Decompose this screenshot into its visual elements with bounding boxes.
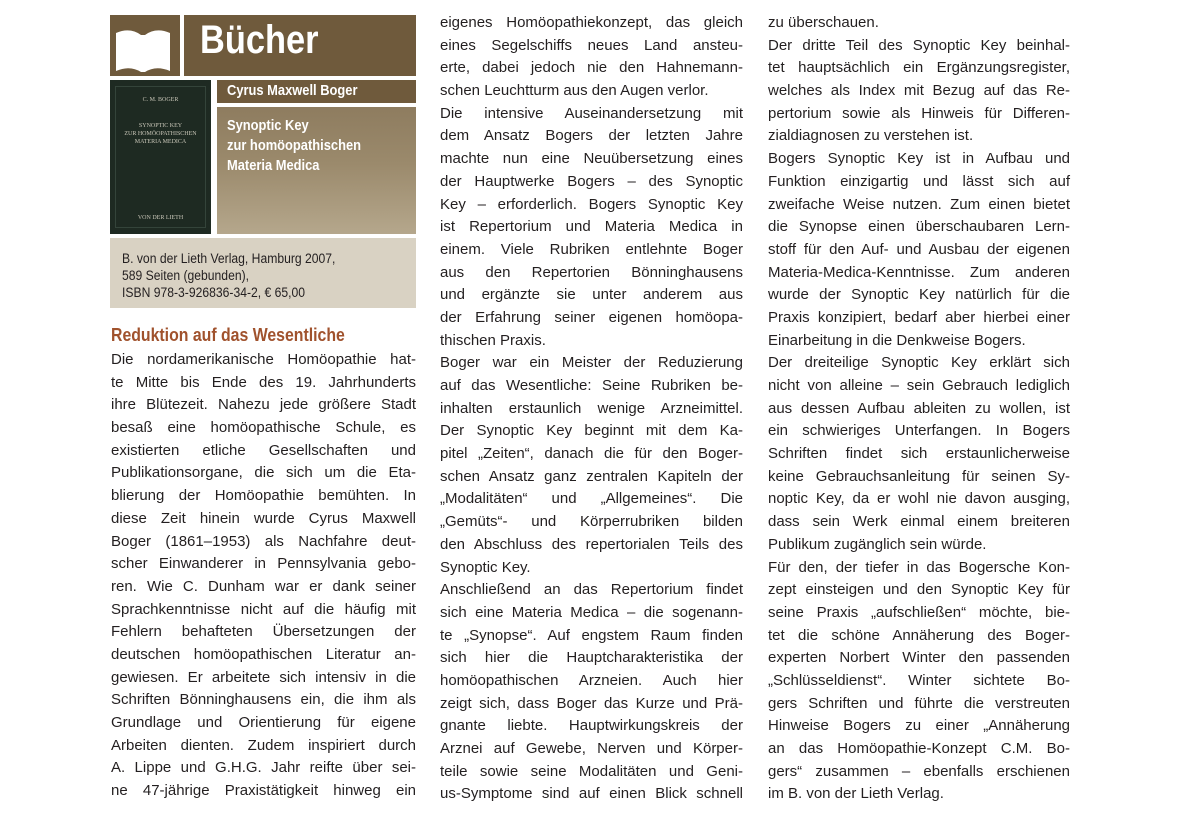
text-line: schen Leuchtturm aus den Augen verlor. xyxy=(440,82,709,100)
cover-title-1: SYNOPTIC KEY xyxy=(138,123,183,129)
text-line: nicht von alleine – sein Gebrauch lediglich xyxy=(768,377,1070,394)
book-title-box xyxy=(217,107,416,234)
text-line: den Abschluss des repertorialen Teils des xyxy=(440,535,743,553)
text-line: zialdiagnosen zu verstehen ist. xyxy=(768,127,974,145)
open-book-icon xyxy=(110,15,176,76)
text-line: eigenes Homöopathiekonzept, das gleich xyxy=(440,14,743,31)
text-line: welches als Index mit Bezug auf das Re- xyxy=(768,82,1070,100)
text-line: Schriften findet sich erstaunlicherweise xyxy=(768,445,1070,463)
text-line: pertorium sowie als Hinweis für Differen- xyxy=(768,104,1070,122)
text-line: diese Zeit hinein wurde Cyrus Maxwell xyxy=(111,509,416,527)
text-line: Materia-Medica-Kenntnisse. Zum anderen xyxy=(768,263,1070,281)
text-line: Der dreiteilige Synoptic Key erklärt sich xyxy=(768,354,1070,372)
text-line: ihre Blütezeit. Nahezu jede größere Stadt xyxy=(111,396,416,414)
text-line: Der Synoptic Key beginnt mit dem Ka- xyxy=(440,422,743,440)
cover-author: C. M. BOGER xyxy=(142,97,179,103)
text-line: Key – erforderlich. Bogers Synoptic Key xyxy=(440,195,743,213)
text-line: Boger (1861–1953) als Nachfahre deut- xyxy=(111,532,416,550)
text-line: sich hier die Hauptcharakteristika der xyxy=(440,649,743,667)
author-bar xyxy=(217,80,416,103)
book-title-line: zur homöopathischen xyxy=(227,137,362,154)
text-line: deutschen homöopathischen Literatur an- xyxy=(111,645,416,663)
text-line: Publikum zugänglich sein würde. xyxy=(768,535,987,553)
section-header xyxy=(110,15,416,76)
book-cover xyxy=(110,80,211,234)
text-line: zeigt sich, dass Boger das Kurze und Prä- xyxy=(440,694,743,712)
text-column-1 xyxy=(111,349,416,803)
header-divider xyxy=(180,15,184,76)
text-line: inhalten erstaunlich wenige Arzneimittel. xyxy=(440,399,743,417)
text-line: Für den, der tiefer in das Bogersche Kon- xyxy=(768,558,1070,576)
text-line: die Synopse einen überschaubaren Lern- xyxy=(768,218,1070,236)
cover-publisher: VON DER LIETH xyxy=(137,215,184,221)
cover-title-2: ZUR HOMÖOPATHISCHEN xyxy=(124,131,197,137)
text-column-2 xyxy=(440,12,743,806)
text-line: tet die schöne Annäherung des Boger- xyxy=(768,626,1070,644)
text-line: experten Norbert Winter den passenden xyxy=(768,649,1070,667)
text-line: der Erfahrung seiner eigenen homöopa- xyxy=(440,308,743,326)
text-line: „Gemüts“- und Körperrubriken bilden xyxy=(440,513,743,531)
publication-info-line: 589 Seiten (gebunden), xyxy=(122,268,250,283)
text-line: Arbeiten dienten. Zudem inspiriert durch xyxy=(111,736,416,754)
text-line: machte nun eine Neuübersetzung eines xyxy=(440,150,743,168)
text-line: dass sein Werk einmal einem breiteren xyxy=(768,513,1070,531)
text-line: Der dritte Teil des Synoptic Key beinhal- xyxy=(768,36,1070,54)
text-line: homöopathischen Arzneien. Auch hier xyxy=(440,671,743,689)
text-line: Fehlern behafteten Übersetzungen der xyxy=(111,623,416,641)
text-line: auf das Wesentliche: Seine Rubriken be- xyxy=(440,377,743,394)
text-line: Einarbeitung in die Denkweise Bogers. xyxy=(768,331,1026,349)
text-line: seine Praxis „aufschließen“ möchte, bie- xyxy=(768,603,1070,621)
section-title: Bücher xyxy=(200,18,319,62)
text-line: aus dessen Aufbau ableiten zu wollen, ist xyxy=(768,399,1070,417)
text-line: besaß eine homöopathische Schule, es xyxy=(111,419,416,437)
text-line: Sprachkenntnisse nicht auf die häufig mit xyxy=(111,600,416,618)
text-line: „Schlüsseldienst“. Winter sichtete Bo- xyxy=(768,671,1070,689)
text-line: im B. von der Lieth Verlag. xyxy=(768,785,944,803)
text-line: Grundlage und Orientierung für eigene xyxy=(111,714,416,731)
text-line: und ergänzte sie unter anderem aus xyxy=(440,286,743,304)
book-title-line: Synoptic Key xyxy=(227,117,309,134)
text-line: gnante liebte. Hauptwirkungskreis der xyxy=(440,717,743,735)
text-line: sich eine Materia Medica – die sogenann- xyxy=(440,603,743,621)
text-line: ist Repertorium und Materia Medica in xyxy=(440,218,743,236)
article-heading: Reduktion auf das Wesentliche xyxy=(111,325,345,345)
publication-info xyxy=(122,250,335,301)
text-line: Anschließend an das Repertorium findet xyxy=(440,581,743,599)
text-line: Schriften Bönninghausens ein, die ihm als xyxy=(111,691,416,709)
text-line: Funktion einzigartig und lässt sich auf xyxy=(768,172,1070,190)
book-author: Cyrus Maxwell Boger xyxy=(227,82,358,99)
text-line: teile sowie seine Modalitäten und Geni- xyxy=(440,762,743,780)
text-line: gers Schriften und führte die verstreuten xyxy=(768,694,1070,712)
text-line: der Hauptwerke Bogers – des Synoptic xyxy=(440,172,743,190)
book-cover-frame xyxy=(115,86,206,228)
text-line: ein schwieriges Unterfangen. In Bogers xyxy=(768,422,1070,440)
text-line: tet hauptsächlich ein Ergänzungsregister, xyxy=(768,59,1070,77)
publication-info-line: B. von der Lieth Verlag, Hamburg 2007, xyxy=(122,251,336,266)
cover-title-3: MATERIA MEDICA xyxy=(134,139,187,145)
text-line: gewiesen. Er arbeitete sich intensiv in die xyxy=(111,668,416,686)
publication-info-line: ISBN 978-3-926836-34-2, € 65,00 xyxy=(122,285,306,300)
text-line: ren. Wie C. Dunham war er dank seiner xyxy=(111,577,416,595)
text-column-3 xyxy=(768,12,1070,806)
text-line: Bogers Synoptic Key ist in Aufbau und xyxy=(768,150,1070,168)
text-line: einem. Viele Rubriken entlehnte Boger xyxy=(440,240,743,258)
text-line: scher Einwanderer in Pennsylvania gebo- xyxy=(111,555,416,573)
text-line: aus den Repertorien Bönninghausens xyxy=(440,263,743,281)
text-line: „Modalitäten“ und „Allgemeines“. Die xyxy=(440,490,743,508)
text-line: dem Ansatz Bogers der letzten Jahre xyxy=(440,127,743,145)
text-line: te „Synopse“. Auf engstem Raum finden xyxy=(440,626,743,644)
text-line: Arznei auf Gewebe, Nerven und Körper- xyxy=(440,740,743,757)
text-line: noptic Key, da er wohl nie davon ausging, xyxy=(768,490,1070,508)
text-line: eines Segelschiffs neues Land ansteu- xyxy=(440,36,743,54)
text-line: Die nordamerikanische Homöopathie hat- xyxy=(111,351,416,368)
text-line: erte, dabei jedoch nie den Hahnemann- xyxy=(440,59,743,77)
text-line: schen Ansatz ganz zentralen Kapiteln der xyxy=(440,467,743,485)
text-line: gers“ zusammen – ebenfalls erschienen xyxy=(768,762,1070,780)
text-line: zept einsteigen und den Synoptic Key für xyxy=(768,581,1070,599)
text-line: wurde der Synoptic Key natürlich für die xyxy=(768,286,1070,304)
text-line: existierten etliche Gesellschaften und xyxy=(111,441,416,459)
text-line: A. Lippe und G.H.G. Jahr reifte über sei- xyxy=(111,759,416,777)
text-line: keine Gebrauchsanleitung für seinen Sy- xyxy=(768,467,1070,485)
text-line: ne 47-jährige Praxistätigkeit hinweg ein xyxy=(111,782,416,800)
text-line: te Mitte bis Ende des 19. Jahrhunderts xyxy=(111,373,416,391)
text-line: Synoptic Key. xyxy=(440,558,531,576)
text-line: zu überschauen. xyxy=(768,14,879,31)
book-title-line: Materia Medica xyxy=(227,157,320,174)
text-line: an das Homöopathie-Konzept C.M. Bo- xyxy=(768,740,1070,757)
publication-info-box xyxy=(110,238,416,308)
text-line: thischen Praxis. xyxy=(440,331,546,349)
text-line: Boger war ein Meister der Reduzierung xyxy=(440,354,743,372)
text-line: Hinweise Bogers zu einer „Annäherung xyxy=(768,717,1070,735)
text-line: Praxis konzipiert, bedarf aber hierbei einer xyxy=(768,308,1070,326)
text-line: blierung der Homöopathie bemühten. In xyxy=(111,487,416,505)
text-line: stoff für den Auf- und Ausbau der eigenen xyxy=(768,240,1070,258)
text-line: us-Symptome sind auf einen Blick schnell xyxy=(440,785,743,803)
text-line: Publikationsorgane, die sich um die Eta- xyxy=(111,464,416,482)
text-line: Die intensive Auseinandersetzung mit xyxy=(440,104,743,122)
text-line: pitel „Zeiten“, danach die für den Boger- xyxy=(440,445,743,463)
book-title xyxy=(227,116,361,176)
text-line: zweifache Weise nutzen. Zum einen bietet xyxy=(768,195,1070,213)
